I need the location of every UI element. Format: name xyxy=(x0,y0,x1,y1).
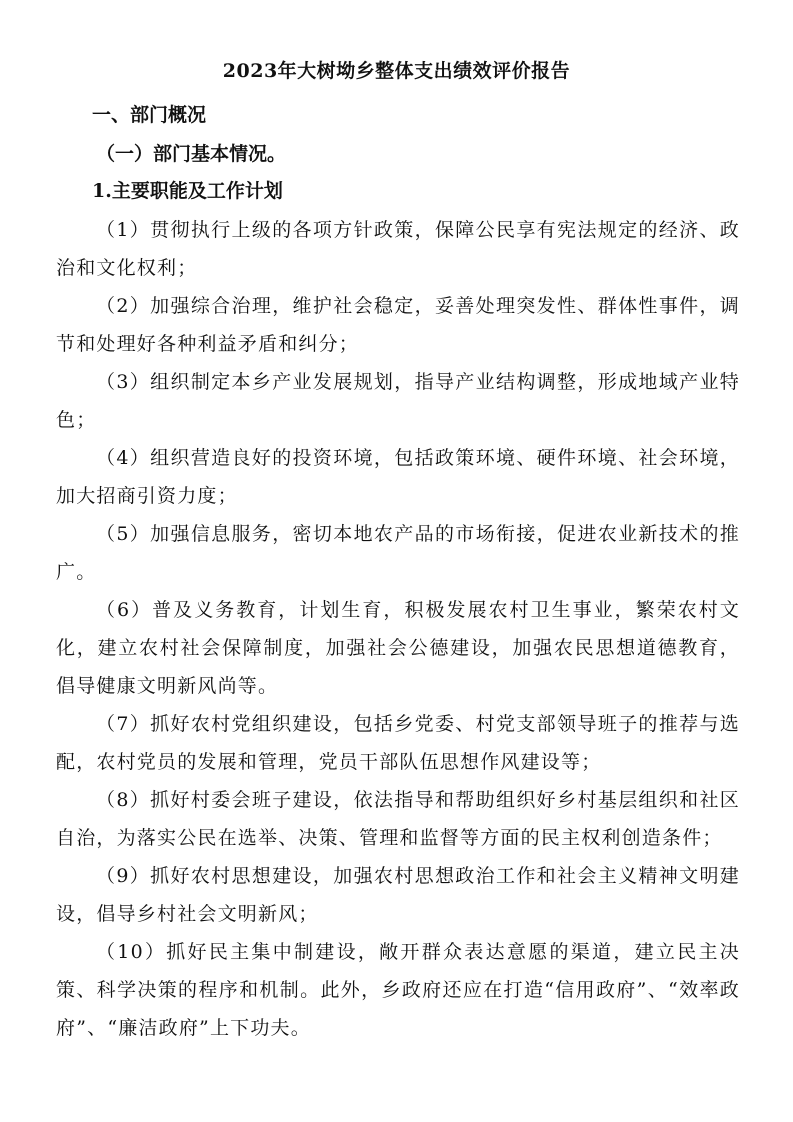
duty-item-4: （4）组织营造良好的投资环境，包括政策环境、硬件环境、社会环境，加大招商引资力度； xyxy=(56,447,740,507)
duty-item-1: （1）贯彻执行上级的各项方针政策，保障公民享有宪法规定的经济、政治和文化权利； xyxy=(56,219,740,279)
duty-item-3: （3）组织制定本乡产业发展规划，指导产业结构调整，形成地域产业特色； xyxy=(56,371,740,431)
duty-item-6: （6）普及义务教育，计划生育，积极发展农村卫生事业，繁荣农村文化，建立农村社会保障制度，加强社会公德建设，加强农民思想道德教育，倡导健康文明新风尚等。 xyxy=(56,599,740,697)
duty-item-9: （9）抓好农村思想建设，加强农村思想政治工作和社会主义精神文明建设，倡导乡村社会文明新风； xyxy=(56,865,740,925)
document-title: 2023年大树坳乡整体支出绩效评价报告 xyxy=(222,60,571,82)
subsection-heading-1-1-1: 1.主要职能及工作计划 xyxy=(92,180,283,202)
duty-item-2: （2）加强综合治理，维护社会稳定，妥善处理突发性、群体性事件，调节和处理好各种利益矛盾和纠分； xyxy=(56,295,740,355)
section-heading-1: 一、部门概况 xyxy=(92,104,207,126)
duty-item-8: （8）抓好村委会班子建设，依法指导和帮助组织好乡村基层组织和社区自治，为落实公民在选举、决策、管理和监督等方面的民主权利创造条件； xyxy=(56,789,740,849)
duty-list xyxy=(56,211,740,1047)
duty-item-10: （10）抓好民主集中制建设，敞开群众表达意愿的渠道，建立民主决策、科学决策的程序和机制。此外，乡政府还应在打造“信用政府”、“效率政府”、“廉洁政府”上下功夫。 xyxy=(56,941,740,1039)
duty-item-7: （7）抓好农村党组织建设，包括乡党委、村党支部领导班子的推荐与选配，农村党员的发展和管理，党员干部队伍思想作风建设等； xyxy=(56,713,740,773)
subsection-heading-1-1: （一）部门基本情况。 xyxy=(96,143,287,165)
duty-item-5: （5）加强信息服务，密切本地农产品的市场衔接，促进农业新技术的推广。 xyxy=(56,523,740,583)
